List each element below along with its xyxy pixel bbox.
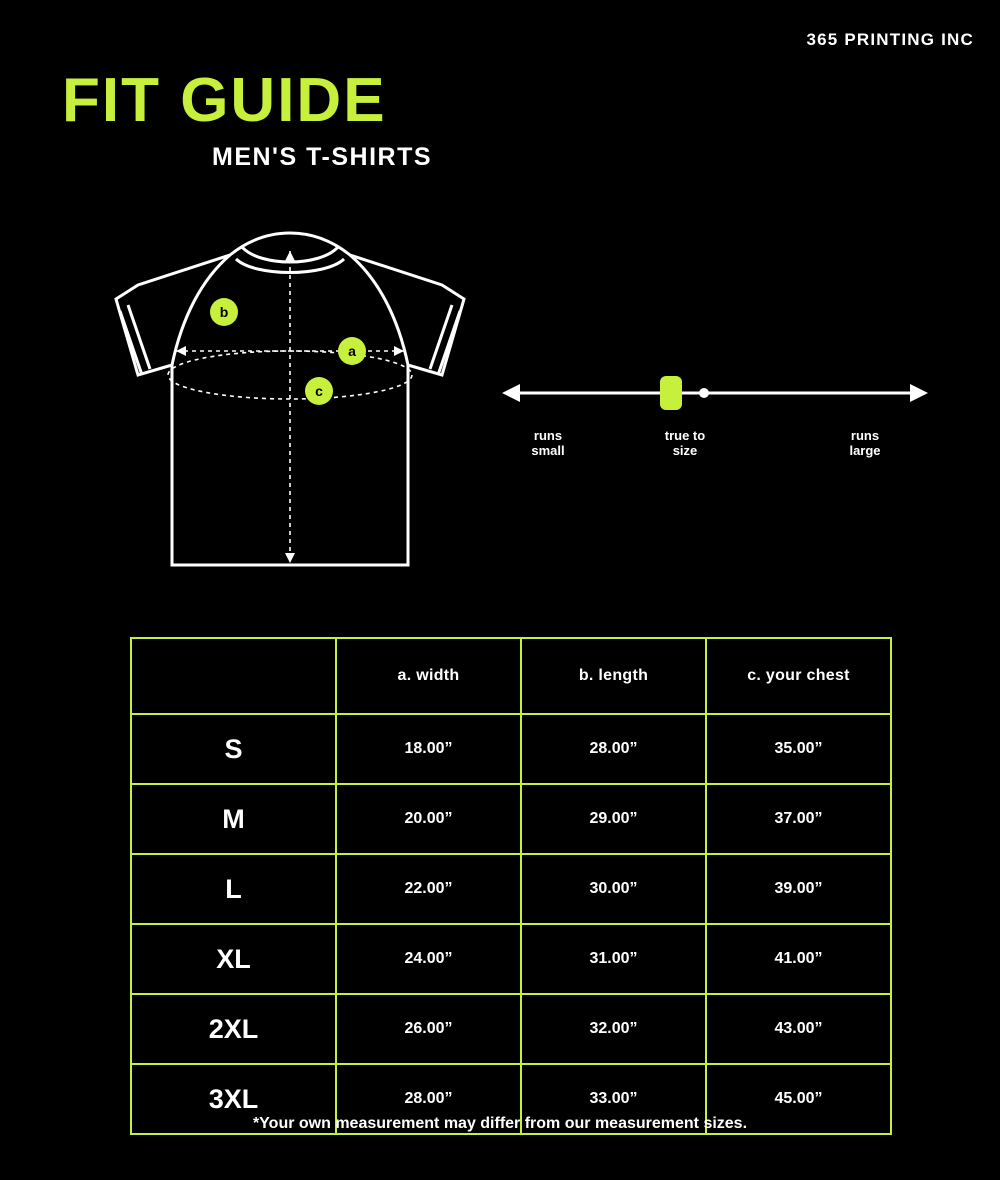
header-length: b. length (521, 638, 706, 714)
scale-label-runs-large-line2: large (849, 443, 881, 458)
scale-label-runs-small-line2: small (531, 443, 565, 458)
cell-width: 18.00” (336, 714, 521, 784)
cell-width: 22.00” (336, 854, 521, 924)
cell-chest: 45.00” (706, 1064, 891, 1134)
fit-scale-arrow-icon (500, 360, 930, 426)
marker-a: a (338, 337, 366, 365)
cell-width: 26.00” (336, 994, 521, 1064)
table-row (131, 714, 891, 784)
cell-chest: 43.00” (706, 994, 891, 1064)
table-header-row (131, 638, 891, 714)
cell-size: 3XL (131, 1064, 336, 1134)
cell-chest: 41.00” (706, 924, 891, 994)
cell-length: 32.00” (521, 994, 706, 1064)
table-row (131, 924, 891, 994)
size-table-container (130, 637, 890, 1135)
scale-label-runs-large (825, 428, 905, 458)
cell-width: 28.00” (336, 1064, 521, 1134)
footnote: *Your own measurement may differ from our measurement sizes. (252, 1115, 748, 1132)
marker-c: c (305, 377, 333, 405)
cell-width: 24.00” (336, 924, 521, 994)
scale-label-true-to-size (640, 428, 730, 458)
header-width: a. width (336, 638, 521, 714)
cell-size: S (131, 714, 336, 784)
tshirt-outline-icon (90, 225, 490, 590)
page-title: FIT GUIDE (62, 66, 387, 135)
cell-size: L (131, 854, 336, 924)
cell-length: 33.00” (521, 1064, 706, 1134)
fit-scale (500, 360, 930, 480)
cell-length: 29.00” (521, 784, 706, 854)
cell-chest: 37.00” (706, 784, 891, 854)
cell-size: 2XL (131, 994, 336, 1064)
scale-label-runs-small-line1: runs (533, 428, 563, 443)
cell-length: 28.00” (521, 714, 706, 784)
tshirt-diagram (90, 225, 490, 590)
cell-chest: 39.00” (706, 854, 891, 924)
table-row (131, 854, 891, 924)
cell-length: 30.00” (521, 854, 706, 924)
scale-label-runs-small (508, 428, 588, 458)
scale-label-true-line1: true to (664, 428, 706, 443)
scale-label-runs-large-line1: runs (850, 428, 880, 443)
cell-length: 31.00” (521, 924, 706, 994)
header-size (131, 638, 336, 714)
table-row (131, 994, 891, 1064)
cell-size: XL (131, 924, 336, 994)
cell-size: M (131, 784, 336, 854)
marker-b: b (210, 298, 238, 326)
cell-width: 20.00” (336, 784, 521, 854)
table-row (131, 784, 891, 854)
brand-name: 365 PRINTING INC (806, 30, 974, 49)
scale-label-true-line2: size (672, 443, 698, 458)
size-table (130, 637, 892, 1135)
header-chest: c. your chest (706, 638, 891, 714)
cell-chest: 35.00” (706, 714, 891, 784)
page-subtitle: MEN'S T-SHIRTS (212, 143, 433, 171)
